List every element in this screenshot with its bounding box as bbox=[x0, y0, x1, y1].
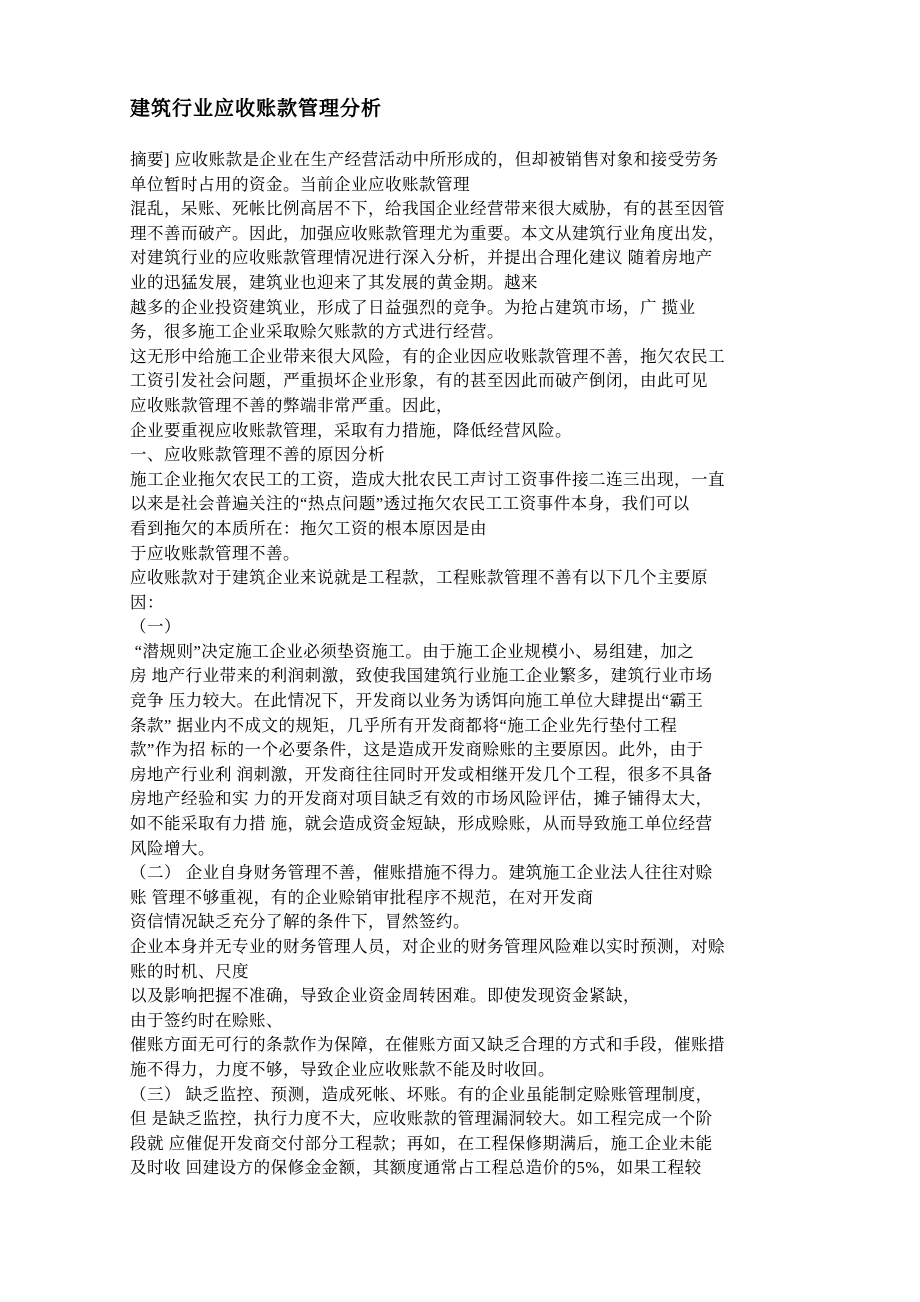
text-line: 于应收账款管理不善。 bbox=[130, 543, 300, 563]
text-line: 务，很多施工企业采取赊欠账款的方式进行经营。 bbox=[130, 322, 504, 342]
text-line: 因： bbox=[130, 592, 164, 612]
text-line: 如不能采取有力措 施，就会造成资金短缺，形成赊账，从而导致施工单位经营 bbox=[130, 814, 713, 834]
text-line: 单位暂时占用的资金。当前企业应收账款管理 bbox=[130, 174, 470, 194]
document-content bbox=[130, 94, 794, 1181]
text-line: 但 是缺乏监控，执行力度不大，应收账款的管理漏洞较大。如工程完成一个阶 bbox=[130, 1109, 713, 1129]
text-line: 段就 应催促开发商交付部分工程款；再如，在工程保修期满后，施工企业未能 bbox=[130, 1133, 713, 1153]
section-heading: 一、应收账款管理不善的原因分析 bbox=[130, 445, 385, 465]
text-line: 企业本身并无专业的财务管理人员，对企业的财务管理风险难以实时预测，对赊 bbox=[130, 937, 725, 956]
text-line: 摘要] 应收账款是企业在生产经营活动中所形成的，但却被销售对象和接受劳务 bbox=[130, 150, 719, 169]
text-line: 企业要重视应收账款管理，采取有力措施，降低经营风险。 bbox=[130, 420, 572, 440]
text-line: 房地产经验和实 力的开发商对项目缺乏有效的市场风险评估，摊子铺得太大， bbox=[130, 789, 713, 809]
document-title: 建筑行业应收账款管理分析 bbox=[130, 98, 382, 120]
text-line: 催账方面无可行的条款作为保障，在催账方面又缺乏合理的方式和手段，催账措 bbox=[130, 1035, 725, 1055]
text-line: 条款” 据业内不成文的规矩，几乎所有开发商都将“施工企业先行垫付工程 bbox=[130, 715, 678, 735]
text-line: （三） 缺乏监控、预测，造成死帐、坏账。有的企业虽能制定赊账管理制度， bbox=[130, 1084, 713, 1104]
text-line: 风险增大。 bbox=[130, 838, 215, 858]
text-line: 工资引发社会问题，严重损坏企业形象，有的甚至因此而破产倒闭，由此可见 bbox=[130, 371, 708, 391]
text-line: 资信情况缺乏充分了解的条件下，冒然签约。 bbox=[130, 912, 470, 932]
text-line: 以及影响把握不准确，导致企业资金周转困难。即使发现资金紧缺， bbox=[130, 986, 640, 1006]
text-line: 越多的企业投资建筑业，形成了日益强烈的竞争。为抢占建筑市场，广 揽业 bbox=[130, 297, 696, 317]
text-line: （二） 企业自身财务管理不善，催账措施不得力。建筑施工企业法人往往对赊 bbox=[130, 863, 713, 883]
text-line: 账的时机、尺度 bbox=[130, 961, 249, 981]
text-line: 施工企业拖欠农民工的工资，造成大批农民工声讨工资事件接二连三出现，一直 bbox=[130, 469, 725, 489]
text-line: “潜规则”决定施工企业必须垫资施工。由于施工企业规模小、易组建，加之 bbox=[130, 641, 695, 661]
text-line: 应收账款管理不善的弊端非常严重。因此， bbox=[130, 395, 453, 415]
text-line: 房 地产行业带来的利润刺激，致使我国建筑行业施工企业繁多，建筑行业市场 bbox=[130, 666, 713, 686]
text-line: 款”作为招 标的一个必要条件，这是造成开发商赊账的主要原因。此外，由于 bbox=[130, 740, 704, 760]
text-line: 应收账款对于建筑企业来说就是工程款，工程账款管理不善有以下几个主要原 bbox=[130, 568, 708, 588]
text-line: 看到拖欠的本质所在：拖欠工资的根本原因是由 bbox=[130, 518, 487, 538]
text-line: 以来是社会普遍关注的“热点问题”透过拖欠农民工工资事件本身，我们可以 bbox=[130, 494, 690, 514]
text-line: 施不得力，力度不够，导致企业应收账款不能及时收回。 bbox=[130, 1059, 555, 1079]
text-line: 由于签约时在赊账、 bbox=[130, 1010, 283, 1030]
text-line: 混乱，呆账、死帐比例高居不下，给我国企业经营带来很大威胁，有的甚至因管 bbox=[130, 199, 725, 219]
text-line: 竞争 压力较大。在此情况下，开发商以业务为诱饵向施工单位大肆提出“霸王 bbox=[130, 691, 704, 711]
text-line: 对建筑行业的应收账款管理情况进行深入分析，并提出合理化建议 随着房地产 bbox=[130, 248, 713, 268]
text-line: 理不善而破产。因此，加强应收账款管理尤为重要。本文从建筑行业角度出发， bbox=[130, 223, 725, 243]
document-body bbox=[130, 148, 794, 1181]
text-line: 房地产行业利 润刺激，开发商往往同时开发或相继开发几个工程，很多不具备 bbox=[130, 764, 713, 784]
list-marker-line: （一） bbox=[130, 617, 181, 637]
text-line: 业的迅猛发展，建筑业也迎来了其发展的黄金期。越来 bbox=[130, 272, 538, 292]
text-line: 账 管理不够重视，有的企业赊销审批程序不规范，在对开发商 bbox=[130, 887, 594, 907]
text-line: 这无形中给施工企业带来很大风险，有的企业因应收账款管理不善，拖欠农民工 bbox=[130, 346, 725, 366]
text-line: 及时收 回建设方的保修金金额，其额度通常占工程总造价的5%，如果工程较 bbox=[130, 1158, 702, 1178]
